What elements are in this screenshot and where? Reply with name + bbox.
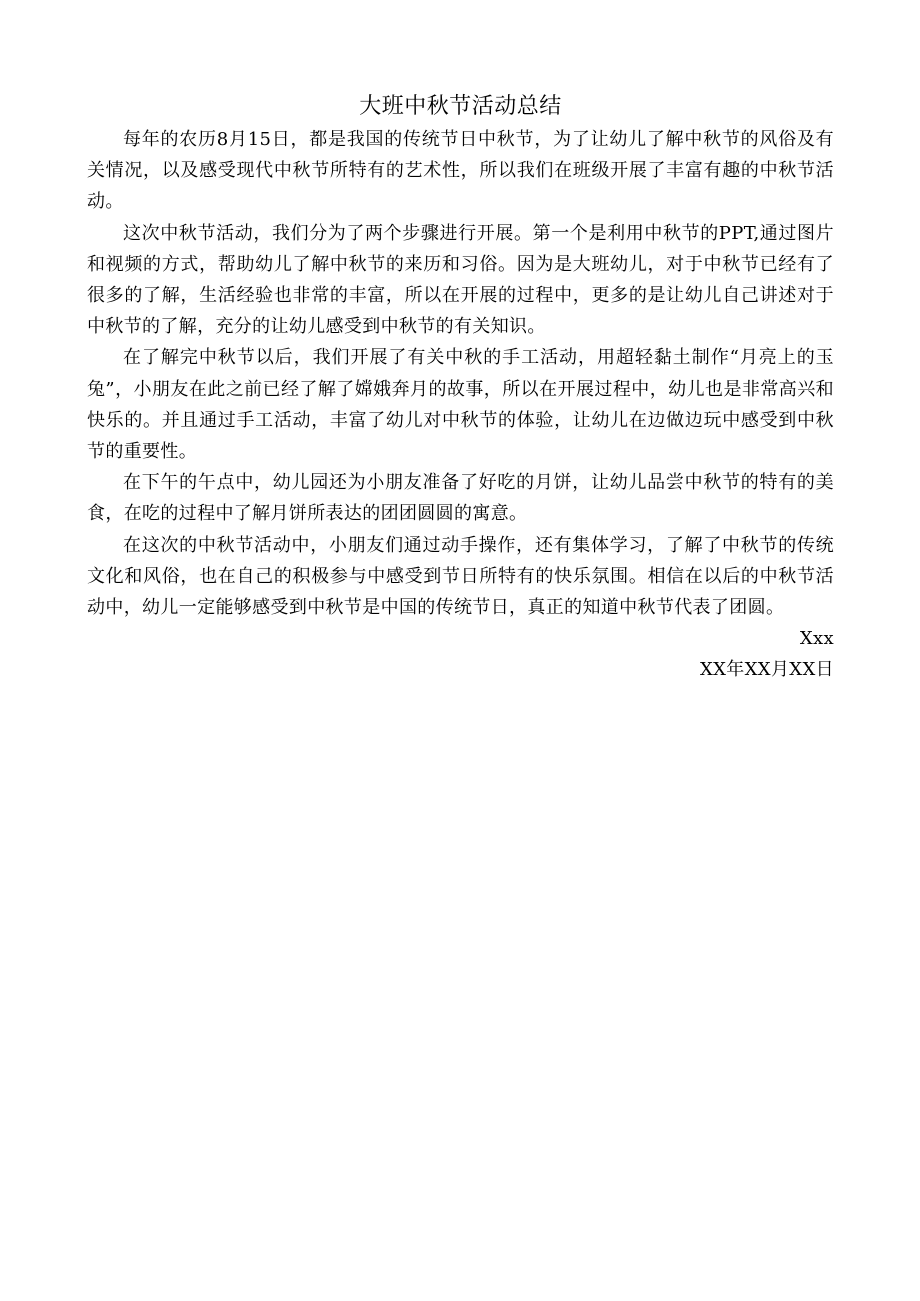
paragraph-handcraft: 在了解完中秋节以后，我们开展了有关中秋的手工活动，用超轻黏土制作“月亮上的玉兔”，小朋友在此之前已经了解了嫦娥奔月的故事，所以在开展过程中，幼儿也是非常高兴和快乐的。并且通过手工活动，丰富了幼儿对中秋节的体验，让幼儿在边做边玩中感受到中秋节的重要性。 (87, 347, 834, 463)
document-title: 大班中秋节活动总结 (359, 94, 562, 119)
signature-date: XX年XX月XX日 (699, 659, 834, 681)
paragraph-conclusion: 在这次的中秋节活动中，小朋友们通过动手操作，还有集体学习，了解了中秋节的传统文化和风俗，也在自己的积极参与中感受到节日所特有的快乐氛围。相信在以后的中秋节活动中，幼儿一定能够感受到中秋节是中国的传统节日，真正的知道中秋节代表了团圆。 (87, 534, 834, 619)
paragraph-intro: 每年的农历8月15日，都是我国的传统节日中秋节，为了让幼儿了解中秋节的风俗及有关情况，以及感受现代中秋节所特有的艺术性，所以我们在班级开展了丰富有趣的中秋节活动。 (87, 129, 834, 213)
signature-name: Xxx (799, 628, 834, 650)
document-body (87, 90, 834, 686)
paragraph-mooncake: 在下午的午点中，幼儿园还为小朋友准备了好吃的月饼，让幼儿品尝中秋节的特有的美食，在吃的过程中了解月饼所表达的团团圆圆的寓意。 (87, 472, 834, 525)
paragraph-steps: 这次中秋节活动，我们分为了两个步骤进行开展。第一个是利用中秋节的PPT,通过图片和视频的方式，帮助幼儿了解中秋节的来历和习俗。因为是大班幼儿，对于中秋节已经有了很多的了解，生活经验也非常的丰富，所以在开展的过程中，更多的是让幼儿自己讲述对于中秋节的了解，充分的让幼儿感受到中秋节的有关知识。 (87, 222, 834, 338)
